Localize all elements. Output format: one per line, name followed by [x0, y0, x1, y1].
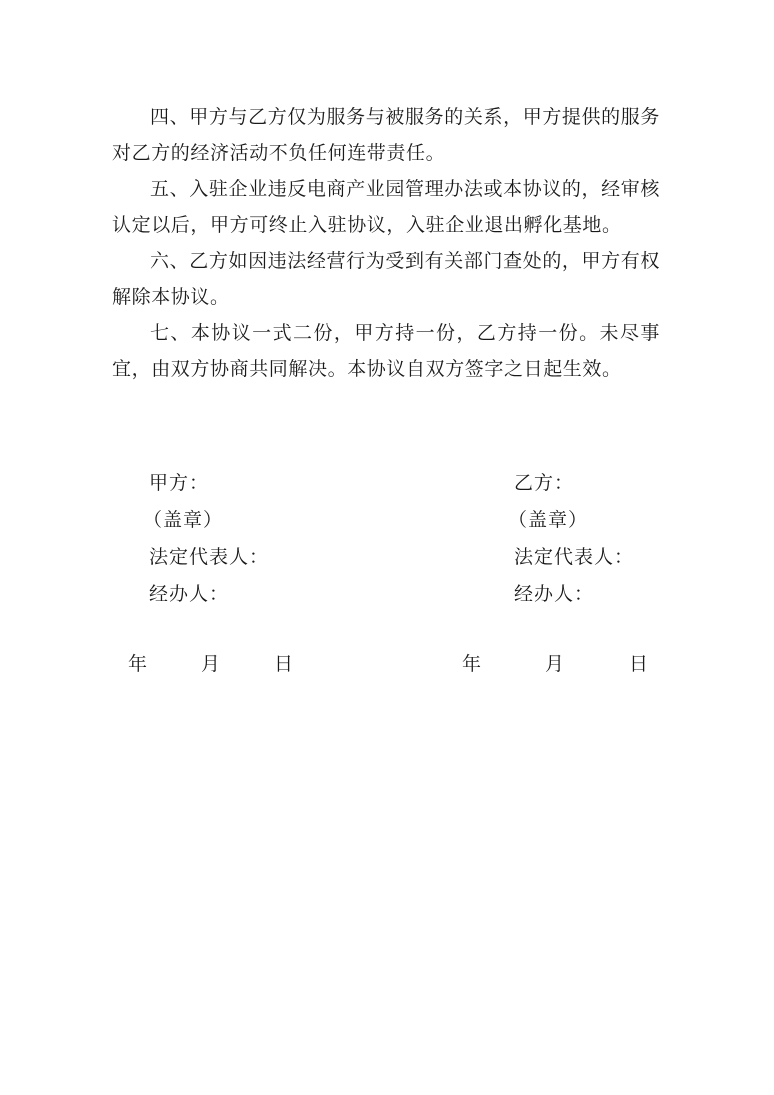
clause-7: 七、本协议一式二份，甲方持一份，乙方持一份。未尽事宜，由双方协商共同解决。本协议自双方签字之日起生效。: [112, 322, 660, 380]
date-a-month: 月: [201, 653, 221, 675]
clause-4: 四、甲方与乙方仅为服务与被服务的关系，甲方提供的服务对乙方的经济活动不负任何连带责任。: [112, 106, 660, 164]
clause-6: 六、乙方如因违法经营行为受到有关部门查处的，甲方有权解除本协议。: [112, 250, 660, 308]
party-a-signature: [143, 465, 449, 613]
party-b-signature: [508, 465, 774, 613]
party-a-handler: 经办人：: [149, 583, 230, 605]
party-b-label: 乙方：: [514, 472, 575, 494]
date-b-day: 日: [629, 653, 649, 675]
party-a-representative: 法定代表人：: [149, 546, 270, 568]
party-a-seal: （盖章）: [143, 509, 224, 531]
date-a-day: 日: [274, 653, 294, 675]
agreement-clauses: [112, 99, 660, 387]
party-b-seal: （盖章）: [508, 509, 589, 531]
date-b-month: 月: [545, 653, 565, 675]
party-b-handler: 经办人：: [514, 583, 595, 605]
date-b-year: 年: [462, 653, 482, 675]
party-a-label: 甲方：: [149, 472, 210, 494]
signing-dates: [0, 650, 774, 680]
party-b-representative: 法定代表人：: [514, 546, 635, 568]
date-a-year: 年: [128, 653, 148, 675]
clause-5: 五、入驻企业违反电商产业园管理办法或本协议的，经审核认定以后，甲方可终止入驻协议，入驻企业退出孵化基地。: [112, 178, 660, 236]
